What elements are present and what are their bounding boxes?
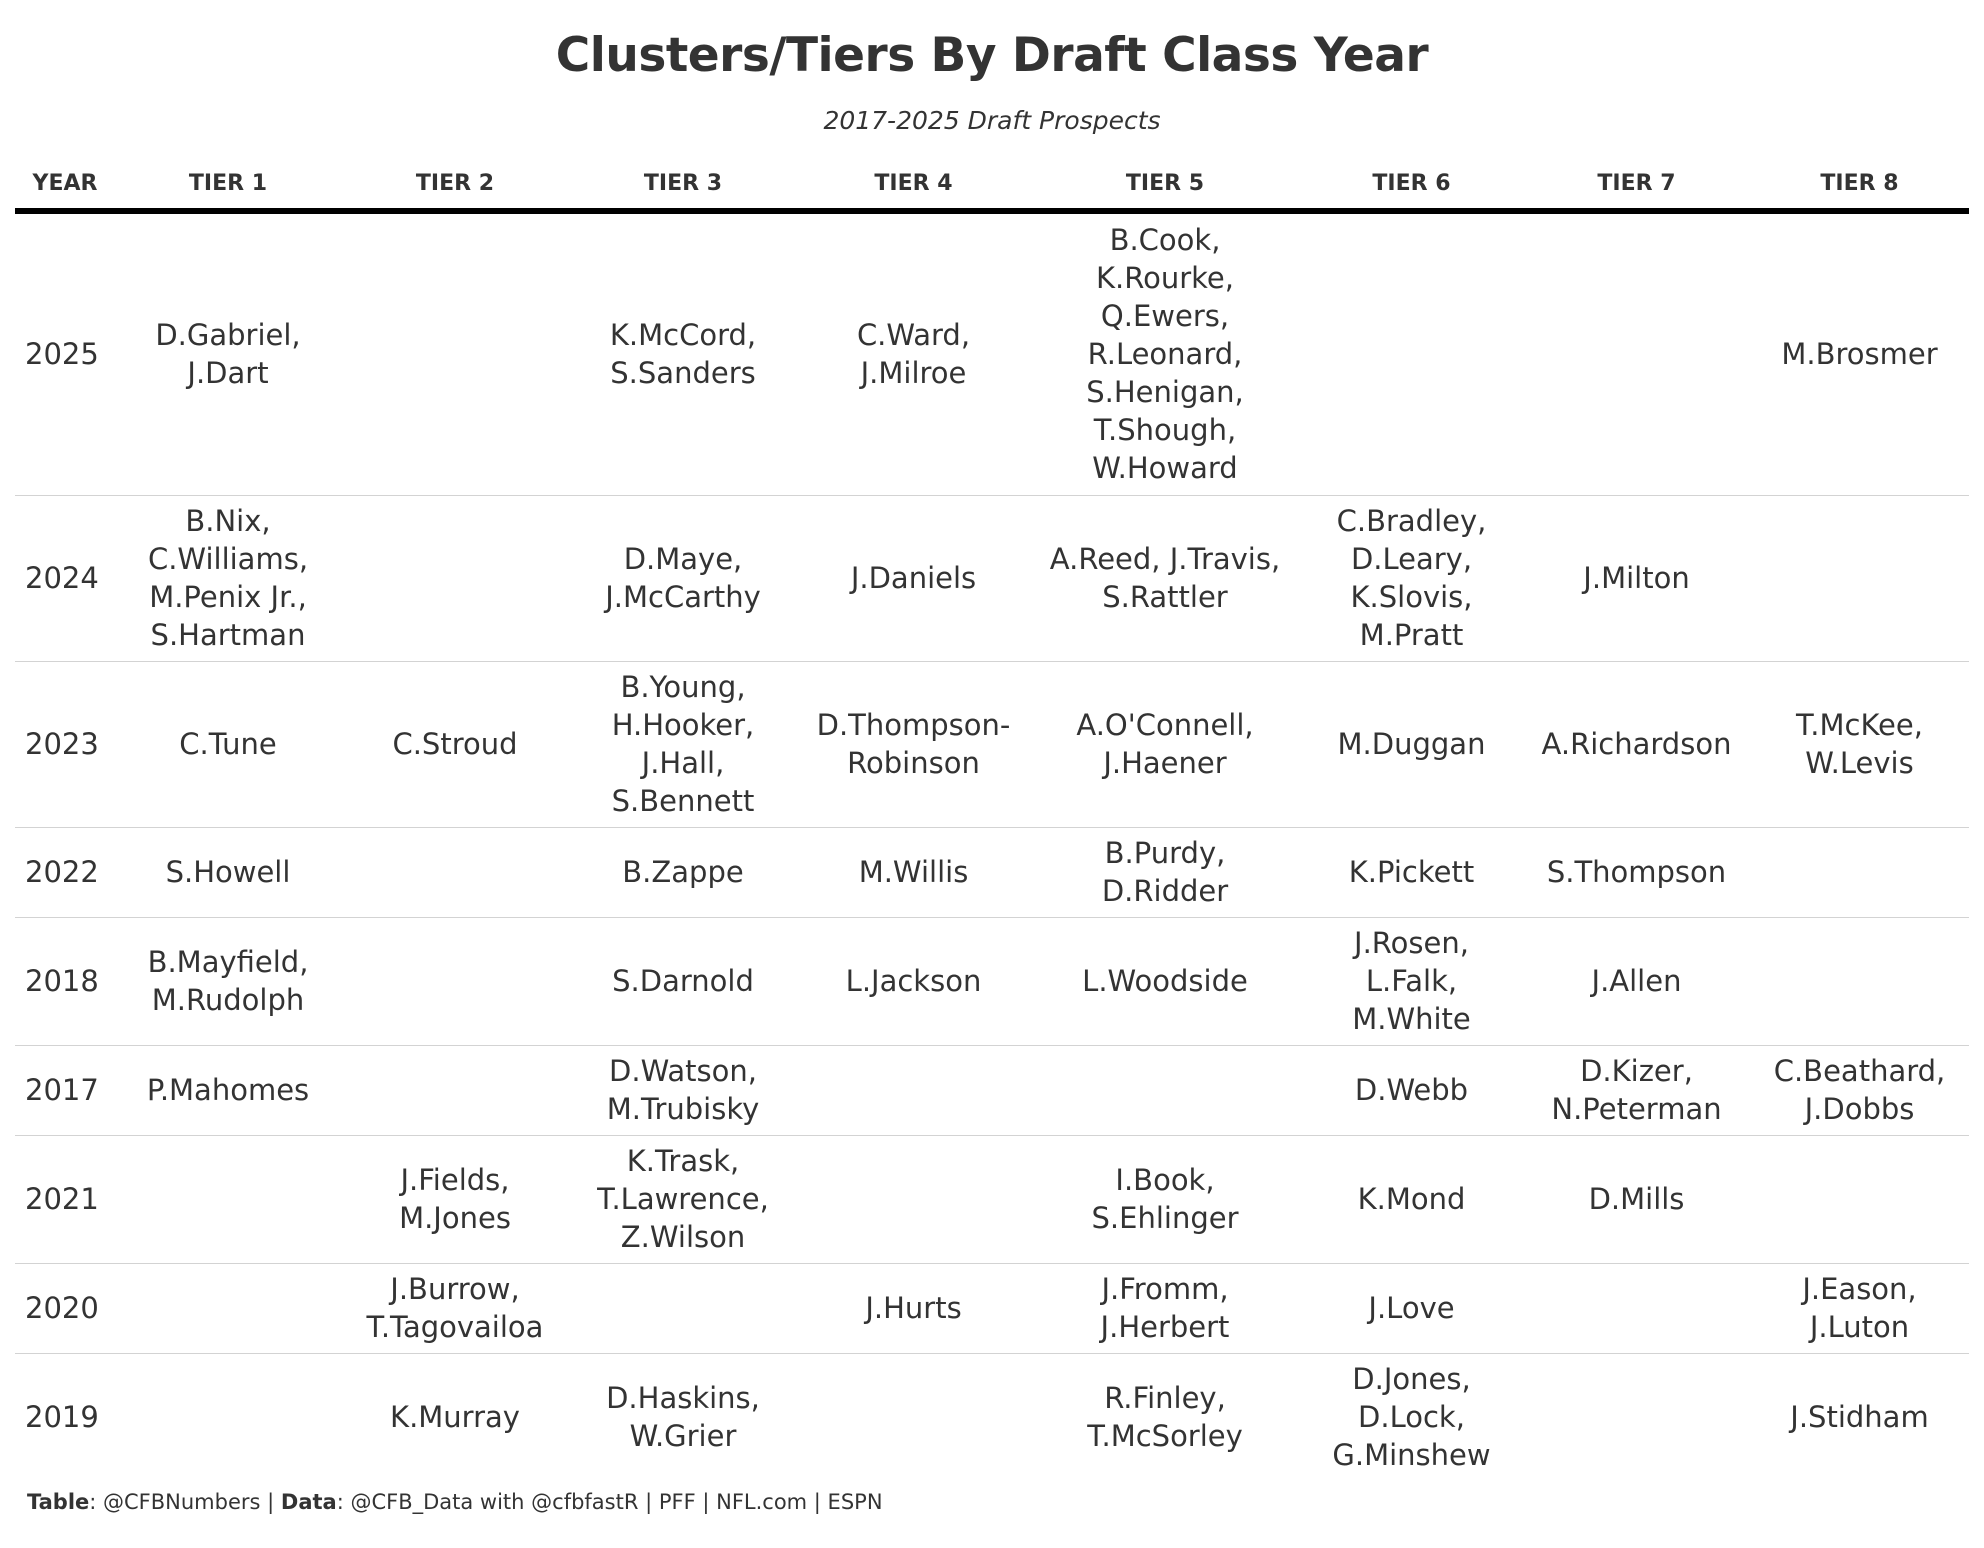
tier-1-cell: P.Mahomes — [115, 1045, 341, 1135]
table-row — [15, 1263, 1969, 1353]
tier-8-cell: J.Eason, J.Luton — [1750, 1263, 1969, 1353]
column-header-tier-5: TIER 5 — [1030, 158, 1300, 211]
tier-5-cell: L.Woodside — [1030, 917, 1300, 1045]
tier-7-cell: J.Allen — [1523, 917, 1750, 1045]
tier-1-cell: S.Howell — [115, 827, 341, 917]
tier-3-cell: K.Trask, T.Lawrence, Z.Wilson — [569, 1135, 797, 1263]
footer-data-sources: : @CFB_Data with @cfbfastR | PFF | NFL.com | ESPN — [336, 1490, 883, 1514]
tier-5-cell: J.Fromm, J.Herbert — [1030, 1263, 1300, 1353]
tiers-table — [15, 158, 1969, 1481]
tier-8-cell: T.McKee, W.Levis — [1750, 661, 1969, 827]
tier-2-cell: J.Burrow, T.Tagovailoa — [341, 1263, 569, 1353]
year-cell: 2024 — [15, 495, 115, 661]
year-cell: 2021 — [15, 1135, 115, 1263]
tier-7-cell: S.Thompson — [1523, 827, 1750, 917]
table-row — [15, 917, 1969, 1045]
tier-2-cell: C.Stroud — [341, 661, 569, 827]
column-header-tier-7: TIER 7 — [1523, 158, 1750, 211]
column-header-tier-8: TIER 8 — [1750, 158, 1969, 211]
column-header-tier-2: TIER 2 — [341, 158, 569, 211]
table-row — [15, 1135, 1969, 1263]
tier-5-cell: I.Book, S.Ehlinger — [1030, 1135, 1300, 1263]
column-header-tier-4: TIER 4 — [797, 158, 1030, 211]
tier-4-cell: J.Daniels — [797, 495, 1030, 661]
tier-5-cell — [1030, 1045, 1300, 1135]
tier-3-cell: D.Watson, M.Trubisky — [569, 1045, 797, 1135]
tier-1-cell: B.Mayfield, M.Rudolph — [115, 917, 341, 1045]
year-cell: 2025 — [15, 211, 115, 495]
tier-5-cell: B.Purdy, D.Ridder — [1030, 827, 1300, 917]
tier-1-cell: B.Nix, C.Williams, M.Penix Jr., S.Hartman — [115, 495, 341, 661]
tier-4-cell: D.Thompson- Robinson — [797, 661, 1030, 827]
tier-6-cell: J.Rosen, L.Falk, M.White — [1300, 917, 1523, 1045]
tier-7-cell: D.Kizer, N.Peterman — [1523, 1045, 1750, 1135]
tier-7-cell — [1523, 211, 1750, 495]
tier-7-cell: J.Milton — [1523, 495, 1750, 661]
tier-3-cell: K.McCord, S.Sanders — [569, 211, 797, 495]
tier-6-cell: C.Bradley, D.Leary, K.Slovis, M.Pratt — [1300, 495, 1523, 661]
year-cell: 2023 — [15, 661, 115, 827]
tier-6-cell: K.Pickett — [1300, 827, 1523, 917]
tier-2-cell: K.Murray — [390, 1400, 520, 1435]
table-row — [15, 827, 1969, 917]
column-header-tier-3: TIER 3 — [569, 158, 797, 211]
page-title: Clusters/Tiers By Draft Class Year — [555, 28, 1429, 83]
tier-1-cell: D.Gabriel, J.Dart — [115, 211, 341, 495]
tier-4-cell: J.Hurts — [797, 1263, 1030, 1353]
year-cell: 2019 — [25, 1400, 99, 1435]
tier-3-cell: S.Darnold — [569, 917, 797, 1045]
tier-3-cell: B.Zappe — [569, 827, 797, 917]
tier-3-cell: D.Maye, J.McCarthy — [569, 495, 797, 661]
tier-5-cell: A.Reed, J.Travis, S.Rattler — [1030, 495, 1300, 661]
tier-1-cell — [115, 1263, 341, 1353]
column-header-year: YEAR — [15, 158, 115, 211]
tier-1-cell — [115, 1353, 341, 1481]
tier-7-cell — [1523, 1263, 1750, 1353]
tier-7-cell — [1523, 1353, 1750, 1481]
tier-4-cell — [797, 1353, 1030, 1481]
tier-6-cell: D.Jones, D.Lock, G.Minshew — [1332, 1362, 1491, 1473]
tier-8-cell — [1750, 827, 1969, 917]
tier-3-cell: B.Young, H.Hooker, J.Hall, S.Bennett — [569, 661, 797, 827]
tier-3-cell: D.Haskins, W.Grier — [606, 1381, 760, 1454]
tier-4-cell — [797, 1045, 1030, 1135]
tier-5-cell: R.Finley, T.McSorley — [1087, 1381, 1243, 1454]
table-row — [15, 495, 1969, 661]
tier-2-cell: J.Fields, M.Jones — [341, 1135, 569, 1263]
year-cell: 2018 — [15, 917, 115, 1045]
table-row — [15, 1045, 1969, 1135]
column-header-tier-1: TIER 1 — [115, 158, 341, 211]
year-cell: 2022 — [15, 827, 115, 917]
tier-6-cell — [1300, 211, 1523, 495]
tier-4-cell: M.Willis — [797, 827, 1030, 917]
table-row — [15, 1353, 1969, 1481]
tier-8-cell: J.Stidham — [1790, 1400, 1929, 1435]
tier-4-cell: C.Ward, J.Milroe — [797, 211, 1030, 495]
tier-6-cell: K.Mond — [1300, 1135, 1523, 1263]
tier-4-cell — [797, 1135, 1030, 1263]
header-row — [15, 158, 1969, 211]
tier-8-cell: C.Beathard, J.Dobbs — [1750, 1045, 1969, 1135]
tier-2-cell — [341, 1045, 569, 1135]
tier-6-cell: D.Webb — [1300, 1045, 1523, 1135]
tier-5-cell: B.Cook, K.Rourke, Q.Ewers, R.Leonard, S.Henigan, T.Shough, W.Howard — [1030, 211, 1300, 495]
tier-7-cell: D.Mills — [1523, 1135, 1750, 1263]
tier-8-cell: M.Brosmer — [1750, 211, 1969, 495]
tier-2-cell — [341, 495, 569, 661]
tier-2-cell — [341, 827, 569, 917]
tier-2-cell — [341, 917, 569, 1045]
tier-1-cell — [115, 1135, 341, 1263]
table-row — [15, 211, 1969, 495]
tier-3-cell — [569, 1263, 797, 1353]
tier-7-cell: A.Richardson — [1523, 661, 1750, 827]
page-subtitle: 2017-2025 Draft Prospects — [823, 106, 1161, 135]
column-header-tier-6: TIER 6 — [1300, 158, 1523, 211]
tier-5-cell: A.O'Connell, J.Haener — [1030, 661, 1300, 827]
footer-data-label: Data — [280, 1490, 337, 1514]
tier-6-cell: J.Love — [1300, 1263, 1523, 1353]
tier-8-cell — [1750, 495, 1969, 661]
tier-4-cell: L.Jackson — [797, 917, 1030, 1045]
tier-8-cell — [1750, 1135, 1969, 1263]
year-cell: 2020 — [15, 1263, 115, 1353]
tier-8-cell — [1750, 917, 1969, 1045]
footer-table-credit: : @CFBNumbers | — [89, 1490, 281, 1514]
table-row — [15, 661, 1969, 827]
footer-table-label: Table — [27, 1490, 90, 1514]
tier-1-cell: C.Tune — [115, 661, 341, 827]
tier-6-cell: M.Duggan — [1300, 661, 1523, 827]
tier-2-cell — [341, 211, 569, 495]
year-cell: 2017 — [15, 1045, 115, 1135]
source-footer — [27, 1490, 883, 1514]
